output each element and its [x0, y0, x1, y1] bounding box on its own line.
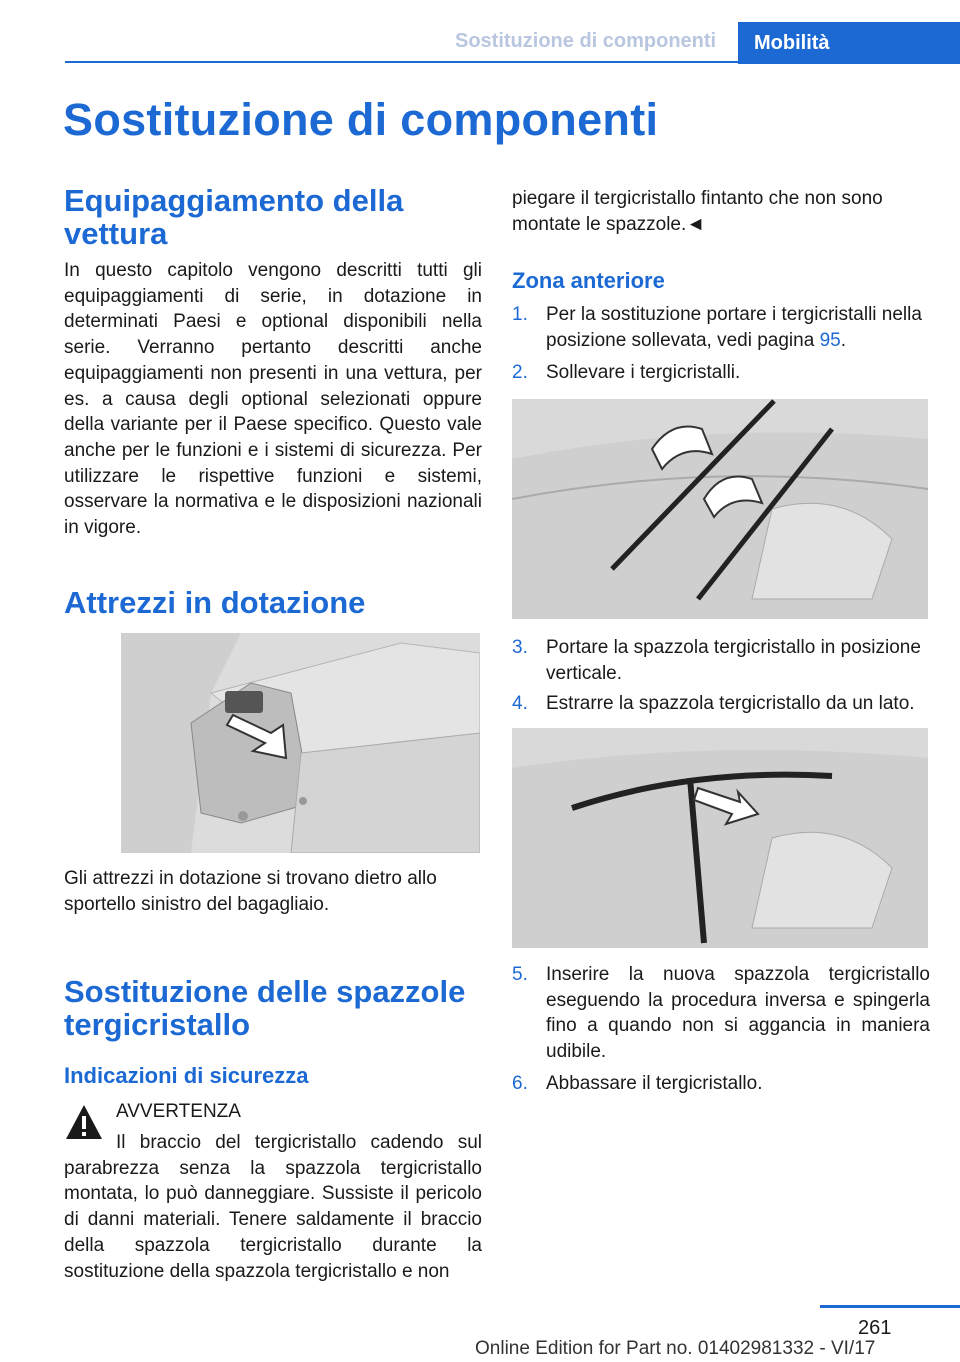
step-text: Estrarre la spazzola tergicristallo da un lato.	[546, 693, 915, 714]
para-attrezzi: Gli attrezzi in dotazione si trovano dietro allo sportello sinistro del bagagliaio.	[64, 868, 437, 915]
wiper-detach-illustration	[512, 728, 928, 948]
page-title: Sostituzione di componenti	[63, 94, 659, 145]
step-number: 1.	[512, 304, 528, 325]
header-section-title: Sostituzione di componenti	[455, 30, 717, 52]
step-number: 3.	[512, 637, 528, 658]
heading-sicurezza: Indicazioni di sicurezza	[64, 1063, 309, 1088]
step-number: 5.	[512, 964, 528, 985]
left-column	[64, 184, 482, 541]
header-tab-mobilita: Mobilità	[738, 22, 960, 64]
heading-spazzole: Sostituzione delle spazzole tergicristallo	[64, 974, 466, 1042]
step-text: Per la sostituzione portare i tergicristalli nella posizione sollevata, vedi pagina 95.	[546, 304, 922, 351]
trunk-illustration	[121, 633, 480, 853]
edition-note: Online Edition for Part no. 01402981332 - VI/17	[475, 1338, 876, 1359]
para-equipaggiamento: In questo capitolo vengono descritti tutti gli equipaggiamenti di serie, in dotazione in determinati Paesi e optional disponibili nella serie. Verranno pertanto descritti anche equipaggiamenti non presenti in una vettura, per es. a causa degli optional selezionati oppure della variante per il Paese specifico. Questo vale anche per le funzioni e i sistemi di sicurezza. Per utilizzare le rispettive funzioni e sistemi, osservare la normativa e le disposizioni nazionali in vigore.	[64, 260, 482, 539]
step-text: Inserire la nuova spazzola tergicristallo eseguendo la procedura inversa e spingerla fino a quando non si aggancia in maniera udibile.	[546, 964, 930, 1063]
wiper-lift-figure	[512, 399, 928, 619]
step-number: 6.	[512, 1073, 528, 1094]
heading-attrezzi: Attrezzi in dotazione	[64, 585, 366, 620]
end-marker-icon: ◄	[686, 213, 706, 235]
wiper-lift-illustration	[512, 399, 928, 619]
step-text: Abbassare il tergicristallo.	[546, 1073, 763, 1094]
trunk-figure	[121, 633, 480, 853]
step-number: 4.	[512, 693, 528, 714]
step-text: Portare la spazzola tergicristallo in posizione verticale.	[546, 637, 921, 684]
para-continuation	[512, 186, 930, 237]
footer-rule	[820, 1305, 960, 1308]
warning-text: Il braccio del tergicristallo cadendo sul parabrezza senza la spazzola tergicristallo montata, lo può danneggiare. Sussiste il pericolo di danni materiali. Tenere saldamente il braccio della spazzola tergicristallo durante la sostituzione della spazzola tergicristallo e non	[64, 1132, 482, 1282]
step-number: 2.	[512, 362, 528, 383]
wiper-detach-figure	[512, 728, 928, 948]
continuation-text: piegare il tergicristallo fintanto che non sono montate le spazzole.	[512, 188, 883, 235]
header-rule	[65, 61, 738, 63]
step-text: Sollevare i tergicristalli.	[546, 362, 741, 383]
heading-zona-anteriore: Zona anteriore	[512, 268, 665, 293]
heading-equipaggiamento: Equipaggiamento della vettura	[64, 183, 404, 251]
page-link[interactable]: 95	[819, 329, 841, 351]
page-number: 261	[858, 1317, 892, 1339]
warning-label: AVVERTENZA	[116, 1101, 241, 1122]
